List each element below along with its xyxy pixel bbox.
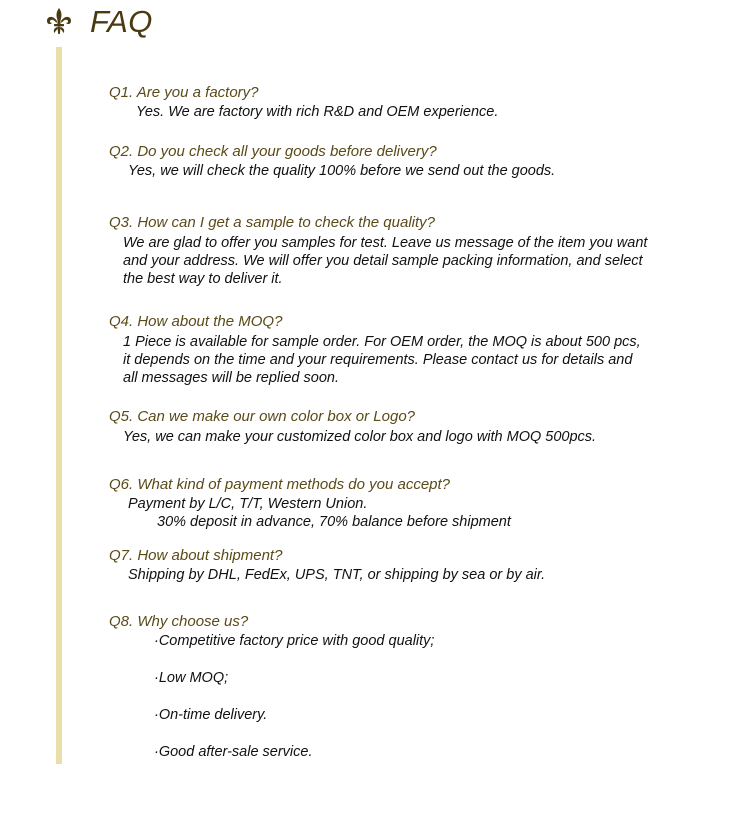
faq-question-5: Q5. Can we make our own color box or Logo? xyxy=(109,408,415,425)
faq-question-8: Q8. Why choose us? xyxy=(109,613,249,630)
faq-answer-3 xyxy=(123,234,647,288)
faq-answer-1: Yes. We are factory with rich R&D and OEM experience. xyxy=(136,104,499,120)
faq-question-4: Q4. How about the MOQ? xyxy=(109,313,283,330)
faq-answer-8-item-3: ·On-time delivery. xyxy=(154,707,268,723)
faq-answer-2: Yes, we will check the quality 100% before we send out the goods. xyxy=(128,163,556,179)
faq-header xyxy=(44,2,153,42)
faq-question-2: Q2. Do you check all your goods before delivery? xyxy=(109,143,437,160)
faq-answer-6-line-2: 30% deposit in advance, 70% balance before shipment xyxy=(157,514,511,530)
faq-question-1: Q1. Are you a factory? xyxy=(109,84,259,101)
faq-answer-4-line-3: all messages will be replied soon. xyxy=(123,370,339,386)
faq-question-7: Q7. How about shipment? xyxy=(109,547,283,564)
faq-answer-3-line-1: We are glad to offer you samples for test. Leave us message of the item you want xyxy=(123,235,648,251)
faq-question-3: Q3. How can I get a sample to check the quality? xyxy=(109,214,436,231)
page-title: FAQ xyxy=(90,4,153,39)
faq-answer-5: Yes, we can make your customized color box and logo with MOQ 500pcs. xyxy=(123,429,597,445)
faq-answer-3-line-3: the best way to deliver it. xyxy=(123,271,283,287)
faq-question-6: Q6. What kind of payment methods do you accept? xyxy=(109,476,451,493)
faq-answer-4 xyxy=(123,333,641,387)
faq-answer-8-item-2: ·Low MOQ; xyxy=(154,670,229,686)
faq-answer-4-line-1: 1 Piece is available for sample order. For OEM order, the MOQ is about 500 pcs, xyxy=(123,334,641,350)
faq-answer-6-line-1: Payment by L/C, T/T, Western Union. xyxy=(128,496,368,512)
faq-answer-8-item-4: ·Good after-sale service. xyxy=(154,744,313,760)
decorative-sidebar-bar xyxy=(56,47,62,764)
fleur-de-lis-icon xyxy=(44,7,74,37)
faq-answer-7: Shipping by DHL, FedEx, UPS, TNT, or shipping by sea or by air. xyxy=(128,567,546,583)
faq-answer-8-item-1: ·Competitive factory price with good quality; xyxy=(154,633,435,649)
faq-answer-3-line-2: and your address. We will offer you detail sample packing information, and select xyxy=(123,253,643,269)
faq-answer-4-line-2: it depends on the time and your requirements. Please contact us for details and xyxy=(123,352,633,368)
